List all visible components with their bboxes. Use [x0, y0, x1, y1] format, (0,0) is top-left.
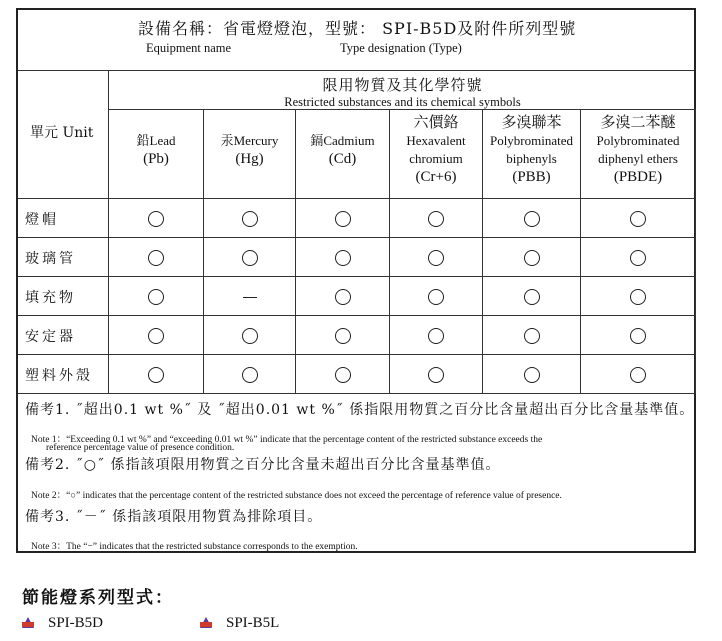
- table-cell: [483, 355, 581, 394]
- column-header: [109, 110, 204, 199]
- note1-zh: 備考1. ˝超出0.1 wt %˝ 及 ˝超出0.01 wt %˝ 係指限用物質之百分比含量超出百分比含量基準值。: [25, 402, 695, 418]
- column-header-name: 多溴二苯醚: [600, 115, 676, 131]
- unit-header: 單元 Unit: [30, 125, 94, 141]
- compliant-circle-icon: [148, 328, 164, 344]
- compliant-circle-icon: [428, 328, 444, 344]
- compliant-circle-icon: [335, 367, 351, 383]
- row-label: 安定器: [25, 329, 76, 345]
- column-header-name: chromium: [409, 151, 463, 166]
- column-header-symbol: (Pb): [143, 151, 169, 167]
- column-header: [581, 110, 696, 199]
- table-cell: [204, 238, 296, 277]
- table-cell: [483, 277, 581, 316]
- table-row: [18, 238, 696, 277]
- table-cell: [581, 199, 696, 238]
- rohs-table-frame: [16, 8, 696, 553]
- compliant-circle-icon: [335, 211, 351, 227]
- compliant-circle-icon: [524, 289, 540, 305]
- column-header: [296, 110, 390, 199]
- row-label: 玻璃管: [25, 251, 76, 267]
- note2-en: Note 2：“○” indicates that the percentage content of the restricted substance does not exceed the percentage of reference value of presence.: [31, 491, 562, 501]
- compliant-circle-icon: [428, 367, 444, 383]
- compliant-circle-icon: [242, 367, 258, 383]
- table-cell: [109, 277, 204, 316]
- compliant-circle-icon: [242, 250, 258, 266]
- table-row: [18, 355, 696, 394]
- column-header: [483, 110, 581, 199]
- table-cell: [204, 199, 296, 238]
- compliant-circle-icon: [148, 289, 164, 305]
- compliant-circle-icon: [630, 211, 646, 227]
- table-cell: [204, 355, 296, 394]
- column-header-name: 汞Mercury: [220, 133, 279, 148]
- table-cell: [296, 316, 390, 355]
- compliant-circle-icon: [524, 250, 540, 266]
- series-title: 節能燈系列型式：: [22, 588, 174, 608]
- row-label-cell: [18, 199, 109, 238]
- table-cell: [296, 238, 390, 277]
- compliant-circle-icon: [630, 289, 646, 305]
- compliant-circle-icon: [335, 250, 351, 266]
- table-cell: [483, 316, 581, 355]
- row-label-cell: [18, 316, 109, 355]
- series-item: [200, 615, 279, 632]
- equipment-title-block: [18, 10, 694, 71]
- compliant-circle-icon: [524, 211, 540, 227]
- compliant-circle-icon: [335, 328, 351, 344]
- note1-en-cont: reference percentage value of presence condition.: [46, 443, 235, 453]
- column-header-name: diphenyl ethers: [598, 151, 678, 166]
- restricted-header-en: Restricted substances and its chemical symbols: [284, 95, 521, 109]
- table-cell: [204, 277, 296, 316]
- restricted-substances-header: [109, 70, 696, 110]
- unit-header-cell: [18, 70, 109, 199]
- column-header-name: biphenyls: [506, 151, 557, 166]
- row-label-cell: [18, 277, 109, 316]
- compliant-circle-icon: [428, 289, 444, 305]
- row-label-cell: [18, 238, 109, 277]
- equipment-title-zh: 設備名稱：省電燈燈泡，型號： SPI-B5D及附件所列型號: [138, 19, 577, 38]
- table-cell: [390, 316, 483, 355]
- compliant-circle-icon: [630, 328, 646, 344]
- compliant-circle-icon: [630, 367, 646, 383]
- column-header-name: 多溴聯苯: [501, 115, 562, 131]
- table-cell: [109, 316, 204, 355]
- column-header-name: Polybrominated: [489, 133, 574, 148]
- note1-en: Note 1：“Exceeding 0.1 wt %” and “exceeding 0.01 wt %” indicate that the percentage content of the restricted substance exceeds the: [31, 435, 543, 445]
- row-label: 塑料外殼: [25, 368, 93, 384]
- table-cell: [390, 199, 483, 238]
- table-cell: [483, 199, 581, 238]
- note2-zh: 備考2. ˝○˝ 係指該項限用物質之百分比含量未超出百分比含量基準值。: [25, 457, 501, 473]
- table-cell: [204, 316, 296, 355]
- series-item-label: SPI-B5D: [48, 615, 104, 631]
- exemption-dash-icon: [243, 297, 257, 298]
- type-designation-label-en: Type designation (Type): [340, 41, 462, 55]
- column-header-name: 鎘Cadmium: [310, 133, 375, 148]
- bullet-icon: [200, 617, 212, 628]
- table-cell: [581, 238, 696, 277]
- table-cell: [109, 199, 204, 238]
- table-cell: [581, 316, 696, 355]
- compliant-circle-icon: [242, 211, 258, 227]
- table-row: [18, 277, 696, 316]
- compliant-circle-icon: [428, 250, 444, 266]
- compliant-circle-icon: [524, 367, 540, 383]
- compliant-circle-icon: [524, 328, 540, 344]
- compliant-circle-icon: [335, 289, 351, 305]
- table-cell: [390, 277, 483, 316]
- column-header-name: 六價鉻: [413, 115, 459, 131]
- bullet-icon: [22, 617, 34, 628]
- column-header-name: Polybrominated: [596, 133, 680, 148]
- restricted-header-zh: 限用物質及其化學符號: [322, 76, 483, 94]
- column-header-symbol: (Hg): [235, 151, 264, 167]
- table-cell: [109, 355, 204, 394]
- table-row: [18, 316, 696, 355]
- series-item: [22, 615, 103, 632]
- notes-section: [18, 391, 694, 553]
- table-cell: [296, 355, 390, 394]
- table-cell: [109, 238, 204, 277]
- table-cell: [581, 277, 696, 316]
- series-item-label: SPI-B5L: [226, 615, 280, 631]
- table-row: [18, 199, 696, 238]
- table-cell: [296, 199, 390, 238]
- column-header-symbol: (PBDE): [613, 169, 663, 185]
- table-cell: [581, 355, 696, 394]
- column-header: [204, 110, 296, 199]
- compliant-circle-icon: [148, 250, 164, 266]
- compliant-circle-icon: [148, 367, 164, 383]
- table-cell: [483, 238, 581, 277]
- note3-zh: 備考3. ˝－˝ 係指該項限用物質為排除項目。: [25, 509, 323, 525]
- row-label: 燈帽: [25, 212, 59, 228]
- compliant-circle-icon: [428, 211, 444, 227]
- compliant-circle-icon: [630, 250, 646, 266]
- table-cell: [296, 277, 390, 316]
- compliant-circle-icon: [242, 328, 258, 344]
- note3-en: Note 3：The “−” indicates that the restricted substance corresponds to the exemption.: [31, 542, 358, 552]
- row-label-cell: [18, 355, 109, 394]
- column-header-symbol: (Cr+6): [415, 169, 457, 185]
- row-label: 填充物: [25, 290, 76, 306]
- column-header-name: 鉛Lead: [136, 133, 176, 148]
- column-header: [390, 110, 483, 199]
- column-header-symbol: (Cd): [328, 151, 357, 167]
- equipment-name-label-en: Equipment name: [146, 41, 232, 55]
- table-cell: [390, 238, 483, 277]
- column-header-name: Hexavalent: [406, 133, 466, 148]
- table-cell: [390, 355, 483, 394]
- column-header-symbol: (PBB): [512, 169, 551, 185]
- compliant-circle-icon: [148, 211, 164, 227]
